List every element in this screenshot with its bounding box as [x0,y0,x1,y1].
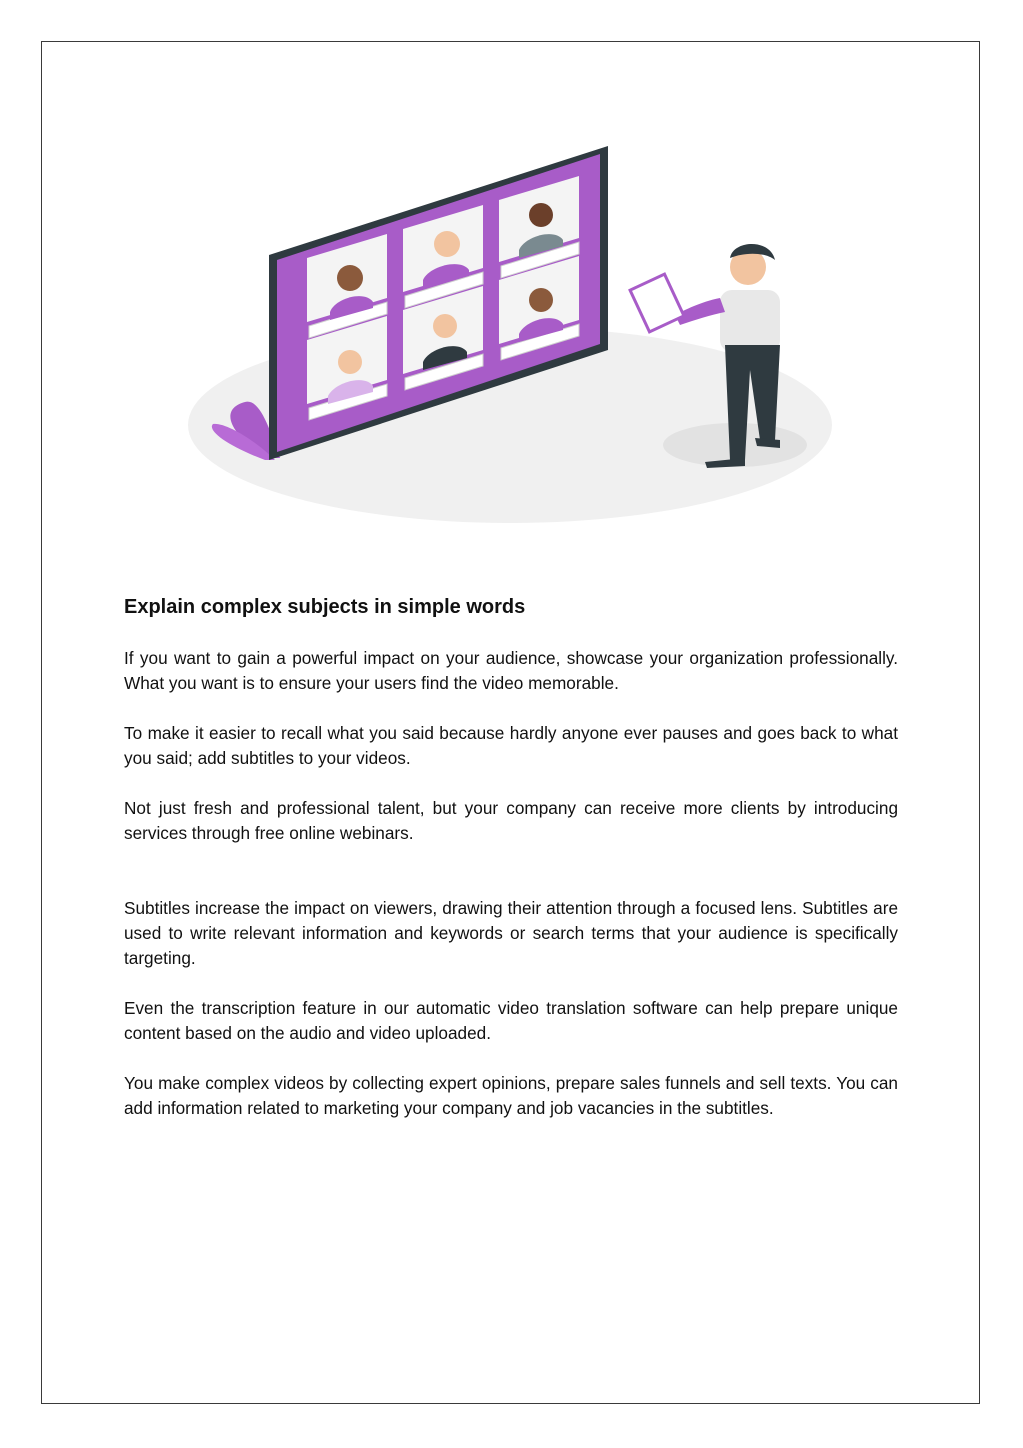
paragraph-1: If you want to gain a powerful impact on your audience, showcase your organization professionally. What you want is to ensure your users find the video memorable. [124,648,898,693]
video-conference-illustration [185,140,835,530]
paragraph-2: To make it easier to recall what you said because hardly anyone ever pauses and goes back to what you said; add subtitles to your videos. [124,723,898,768]
paragraph-5: Even the transcription feature in our automatic video translation software can help prepare unique content based on the audio and video uploaded. [124,998,898,1043]
paragraph-4: Subtitles increase the impact on viewers, drawing their attention through a focused lens. Subtitles are used to write relevant information and keywords or search terms that your audience is specifically targeting. [124,898,898,968]
document-body [124,594,898,1146]
paragraph-6: You make complex videos by collecting expert opinions, prepare sales funnels and sell texts. You can add information related to marketing your company and job vacancies in the subtitles. [124,1073,898,1118]
paragraph-3: Not just fresh and professional talent, but your company can receive more clients by introducing services through free online webinars. [124,798,898,843]
document-heading: Explain complex subjects in simple words [124,596,526,618]
